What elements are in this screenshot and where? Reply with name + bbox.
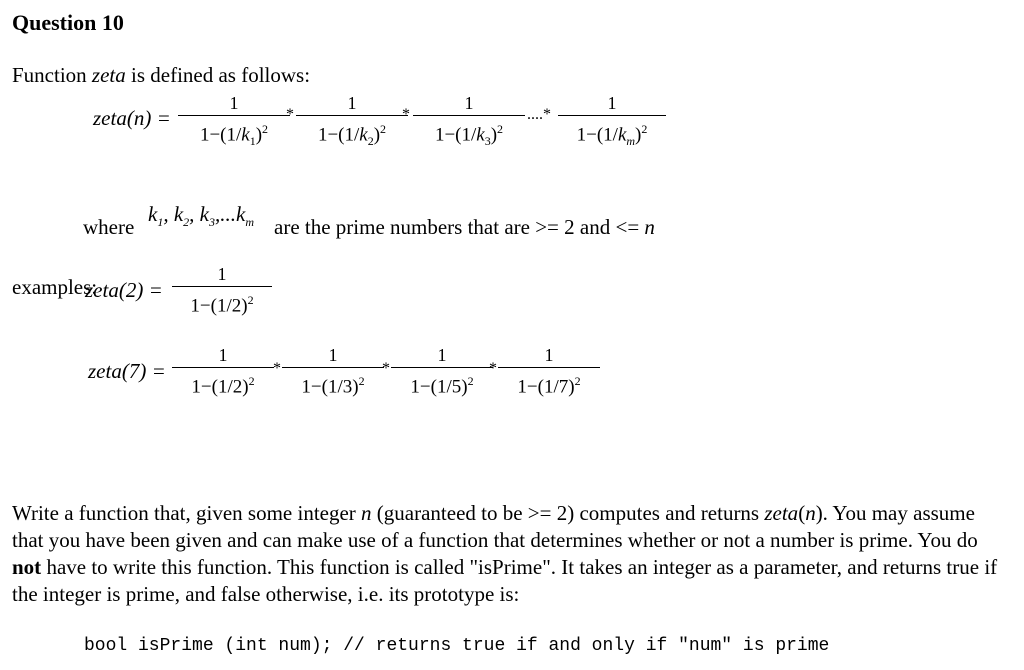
intro-line <box>12 62 310 89</box>
fraction-numerator: 1 <box>544 345 554 365</box>
fraction-denominator: $1-(1/k_m)^2$ <box>576 122 648 149</box>
multiply-sign: * <box>286 106 294 123</box>
fraction-denominator: $1-(1/2)^2$ <box>191 374 255 398</box>
fraction-bar <box>391 367 493 368</box>
fraction-bar <box>172 286 272 287</box>
fraction-denominator: $1-(1/2)^2$ <box>190 293 254 317</box>
fraction-bar <box>282 367 384 368</box>
task-text-2: (guaranteed to be >= 2) computes and returns <box>371 501 765 525</box>
task-var-n: n <box>361 501 372 525</box>
multiply-sign: * <box>489 360 497 377</box>
fraction-bar <box>413 115 525 116</box>
example1-lhs: zeta(2) = <box>85 278 163 302</box>
task-text-4: ). You may assume that you have been given and can make use of a function that determines whether or not a number is prime. You do <box>12 501 978 552</box>
question-title: Question 10 <box>12 10 124 35</box>
fraction-bar <box>498 367 600 368</box>
example2-fraction-3 <box>391 344 493 398</box>
fraction-numerator: 1 <box>217 264 227 284</box>
task-fn: zeta <box>764 501 799 525</box>
fraction-numerator: 1 <box>464 93 474 113</box>
fraction-numerator: 1 <box>328 345 338 365</box>
fraction-numerator: 1 <box>607 93 617 113</box>
example2-fraction-1 <box>172 344 274 398</box>
where-text <box>274 214 655 241</box>
example2-fraction-2 <box>282 344 384 398</box>
fraction-bar <box>178 115 290 116</box>
multiply-sign: * <box>382 360 390 377</box>
definition-lhs: zeta(n) = <box>93 106 171 130</box>
task-bold-not: not <box>12 555 42 579</box>
task-text-5: have to write this function. This function is called "isPrime". It takes an integer as a parameter, and returns true if the integer is prime, and false otherwise, i.e. its prototype is: <box>12 555 998 606</box>
ellipsis-multiply: ....* <box>527 106 551 123</box>
fraction-denominator: $1-(1/3)^2$ <box>301 374 365 398</box>
fraction-bar <box>296 115 408 116</box>
fraction-denominator: $1-(1/7)^2$ <box>517 374 581 398</box>
fraction-denominator: $1-(1/5)^2$ <box>410 374 474 398</box>
definition-fraction-m <box>558 92 666 152</box>
example2-lhs: zeta(7) = <box>88 359 166 383</box>
multiply-sign: * <box>402 106 410 123</box>
where-description: are the prime numbers that are >= 2 and <= <box>274 215 640 239</box>
fraction-bar <box>172 367 274 368</box>
task-text-3: ( <box>798 501 806 525</box>
fraction-denominator: $1-(1/k_3)^2$ <box>434 122 504 149</box>
task-var-n2: n <box>805 501 816 525</box>
fraction-bar <box>558 115 666 116</box>
fraction-numerator: 1 <box>437 345 447 365</box>
intro-prefix: Function <box>12 63 92 87</box>
where-label: where <box>83 215 135 239</box>
task-paragraph <box>12 500 1002 608</box>
definition-fraction-1 <box>178 92 290 152</box>
prime-list: $k_1$, $k_2$, $k_3,...k_m$ <box>148 202 254 230</box>
code-prototype: bool isPrime (int num); // returns true if and only if "num" is prime <box>84 636 830 656</box>
multiply-sign: * <box>273 360 281 377</box>
fraction-denominator: $1-(1/k_1)^2$ <box>199 122 269 149</box>
definition-fraction-2 <box>296 92 408 152</box>
example1-fraction <box>172 263 272 317</box>
example2-fraction-4 <box>498 344 600 398</box>
fraction-numerator: 1 <box>347 93 357 113</box>
intro-suffix: is defined as follows: <box>125 63 311 87</box>
examples-label: examples: <box>12 275 98 299</box>
intro-fn: zeta <box>91 63 126 87</box>
where-var: n <box>644 215 655 239</box>
fraction-numerator: 1 <box>218 345 228 365</box>
task-text-1: Write a function that, given some integer <box>12 501 362 525</box>
fraction-numerator: 1 <box>229 93 239 113</box>
fraction-denominator: $1-(1/k_2)^2$ <box>317 122 387 149</box>
definition-fraction-3 <box>413 92 525 152</box>
